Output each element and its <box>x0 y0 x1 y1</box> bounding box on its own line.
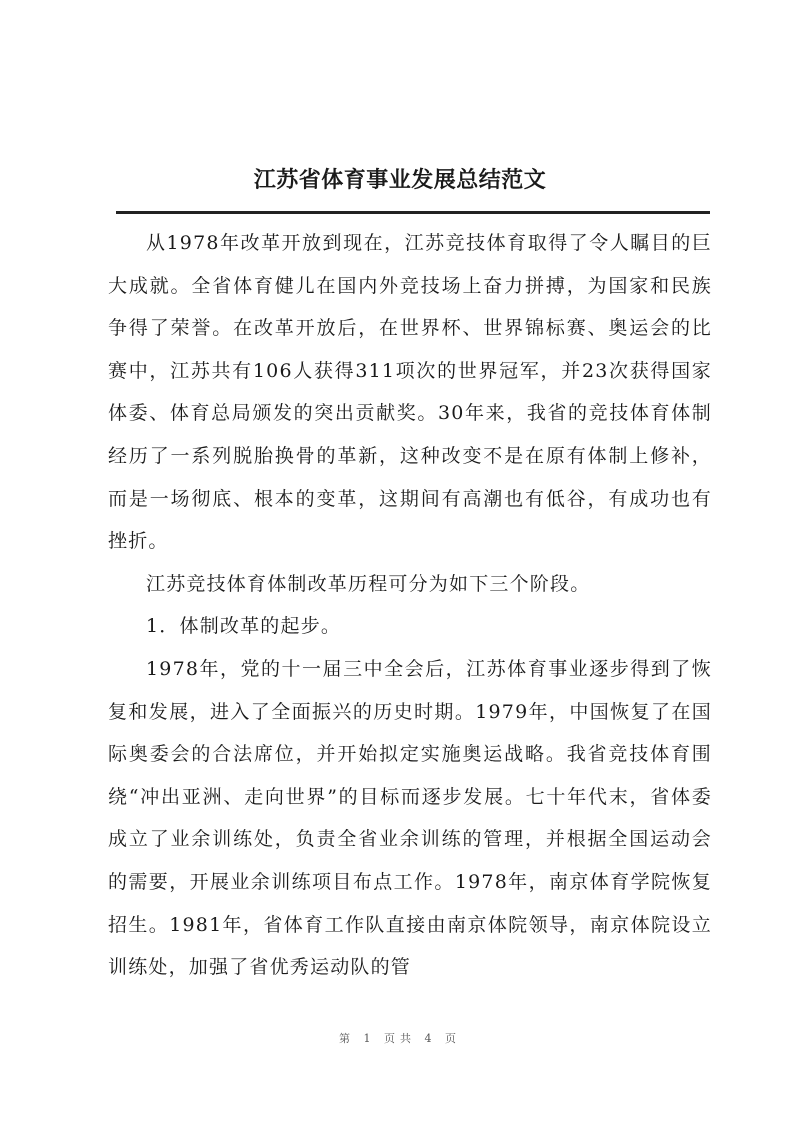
page-footer: 第 1 页共 4 页 <box>339 1032 461 1045</box>
title-divider <box>116 211 710 214</box>
paragraph: 1978年，党的十一届三中全会后，江苏体育事业逐步得到了恢复和发展，进入了全面振兴的历史时期。1979年，中国恢复了在国际奥委会的合法席位，并开始拟定实施奥运战略。我省竞技体育围绕“冲出亚洲、走向世界”的目标而逐步发展。七十年代末，省体委成立了业余训练处，负责全省业余训练的管理，并根据全国运动会的需要，开展业余训练项目布点工作。1978年，南京体育学院恢复招生。1981年，省体育工作队直接由南京体院领导，南京体院设立训练处，加强了省优秀运动队的管 <box>108 657 712 979</box>
paragraph: 江苏竞技体育体制改革历程可分为如下三个阶段。 <box>146 572 591 595</box>
paragraph: 1．体制改革的起步。 <box>146 615 342 638</box>
document-title: 江苏省体育事业发展总结范文 <box>253 167 547 193</box>
document-body <box>108 222 712 989</box>
paragraph: 从1978年改革开放到现在，江苏竞技体育取得了令人瞩目的巨大成就。全省体育健儿在国内外竞技场上奋力拼搏，为国家和民族争得了荣誉。在改革开放后，在世界杯、世界锦标赛、奥运会的比赛中，江苏共有106人获得311项次的世界冠军，并23次获得国家体委、体育总局颁发的突出贡献奖。30年来，我省的竞技体育体制经历了一系列脱胎换骨的革新，这种改变不是在原有体制上修补，而是一场彻底、根本的变革，这期间有高潮也有低谷，有成功也有挫折。 <box>108 232 712 553</box>
